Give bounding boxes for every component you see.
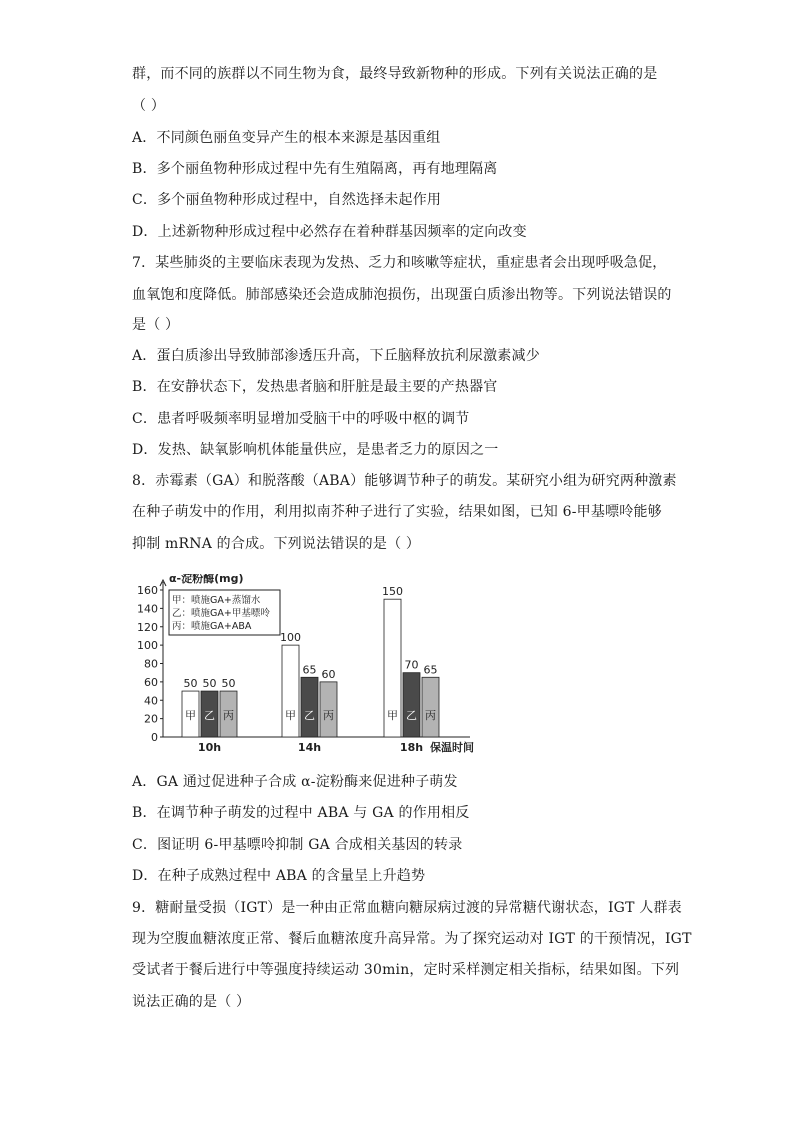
bar-value-label: 100: [280, 631, 301, 645]
option-b: B．在调节种子萌发的过程中 ABA 与 GA 的作用相反: [132, 805, 470, 821]
question-8-stem: 8．赤霉素（GA）和脱落酸（ABA）能够调节种子的萌发。某研究小组为研究两种激素: [132, 473, 677, 489]
legend-entry: 乙：喷施GA+甲基嘌呤: [172, 608, 270, 619]
bar-value-label: 60: [321, 667, 336, 681]
bar: [422, 677, 439, 737]
x-category-label: 14h: [297, 741, 322, 754]
y-tick-label: 80: [144, 657, 158, 671]
bar-series-label: 乙: [406, 709, 417, 722]
y-axis-label: α-淀粉酶(mg): [169, 574, 244, 585]
bar-value-label: 65: [302, 663, 317, 677]
question-8-stem: 抑制 mRNA 的合成。下列说法错误的是（ ）: [132, 536, 421, 552]
option-c: C．图证明 6-甲基嘌呤抑制 GA 合成相关基因的转录: [132, 837, 463, 853]
question-9-stem: 9．糖耐量受损（IGT）是一种由正常血糖向糖尿病过渡的异常糖代谢状态，IGT 人群表: [132, 900, 682, 916]
question-9-stem: 受试者于餐后进行中等强度持续运动 30min，定时采样测定相关指标，结果如图。下列: [132, 962, 680, 978]
option-a: A．蛋白质渗出导致肺部渗透压升高，下丘脑释放抗利尿激素减少: [132, 348, 540, 364]
question-7-stem: 血氧饱和度降低。肺部感染还会造成肺泡损伤，出现蛋白质渗出物等。下列说法错误的: [132, 287, 672, 303]
option-b: B．在安静状态下，发热患者脑和肝脏是最主要的产热器官: [132, 379, 498, 395]
bar-value-label: 70: [404, 658, 419, 672]
option-d: D．发热、缺氧影响机体能量供应，是患者乏力的原因之一: [132, 442, 499, 458]
amylase-bar-chart: [132, 574, 492, 760]
text-line: （ ）: [132, 98, 166, 114]
bar: [403, 673, 420, 737]
option-c: C．多个丽鱼物种形成过程中，自然选择未起作用: [132, 192, 442, 208]
question-7-stem: 7．某些肺炎的主要临床表现为发热、乏力和咳嗽等症状，重症患者会出现呼吸急促，: [132, 255, 667, 271]
text-line: 群，而不同的族群以不同生物为食，最终导致新物种的形成。下列有关说法正确的是: [132, 66, 658, 82]
chart-svg: [132, 574, 492, 760]
question-9-stem: 说法正确的是（ ）: [132, 994, 251, 1010]
question-9-stem: 现为空腹血糖浓度正常、餐后血糖浓度升高异常。为了探究运动对 IGT 的干预情况，IGT: [132, 931, 692, 947]
x-axis-label: 保温时间: [430, 741, 474, 754]
bar-series-label: 丙: [323, 709, 334, 722]
bar-value-label: 150: [382, 585, 403, 599]
bar-series-label: 甲: [185, 709, 196, 722]
legend-entry: 甲：喷施GA+蒸馏水: [172, 595, 261, 606]
option-c: C．患者呼吸频率明显增加受脑干中的呼吸中枢的调节: [132, 411, 470, 427]
bar-series-label: 甲: [285, 709, 296, 722]
y-tick-label: 140: [137, 602, 158, 616]
bar-value-label: 50: [183, 677, 198, 691]
y-tick-label: 100: [137, 639, 158, 653]
y-tick-label: 0: [151, 731, 158, 744]
y-tick-label: 60: [144, 675, 158, 689]
option-b: B．多个丽鱼物种形成过程中先有生殖隔离，再有地理隔离: [132, 161, 498, 177]
question-8-stem: 在种子萌发中的作用，利用拟南芥种子进行了实验，结果如图，已知 6-甲基嘌呤能够: [132, 504, 662, 520]
bar-value-label: 65: [423, 663, 438, 677]
bar-series-label: 丙: [425, 709, 436, 722]
y-tick-label: 20: [144, 712, 158, 726]
y-tick-label: 40: [144, 694, 158, 708]
question-7-stem: 是（ ）: [132, 317, 180, 333]
option-a: A．GA 通过促进种子合成 α-淀粉酶来促进种子萌发: [132, 774, 458, 790]
legend-entry: 丙：喷施GA+ABA: [172, 621, 252, 632]
x-category-label: 10h: [197, 741, 222, 754]
y-tick-label: 160: [137, 584, 158, 597]
y-tick-label: 120: [137, 620, 158, 634]
bar-series-label: 乙: [204, 709, 215, 722]
bar-series-label: 甲: [387, 709, 398, 722]
bar-series-label: 乙: [304, 709, 315, 722]
bar-series-label: 丙: [223, 709, 234, 722]
option-d: D．在种子成熟过程中 ABA 的含量呈上升趋势: [132, 868, 426, 884]
bar: [301, 677, 318, 737]
bar-value-label: 50: [221, 677, 236, 691]
option-d: D．上述新物种形成过程中必然存在着种群基因频率的定向改变: [132, 224, 527, 240]
bar: [282, 645, 299, 737]
x-category-label: 18h: [399, 741, 424, 754]
option-a: A．不同颜色丽鱼变异产生的根本来源是基因重组: [132, 130, 441, 146]
bar-value-label: 50: [202, 677, 217, 691]
